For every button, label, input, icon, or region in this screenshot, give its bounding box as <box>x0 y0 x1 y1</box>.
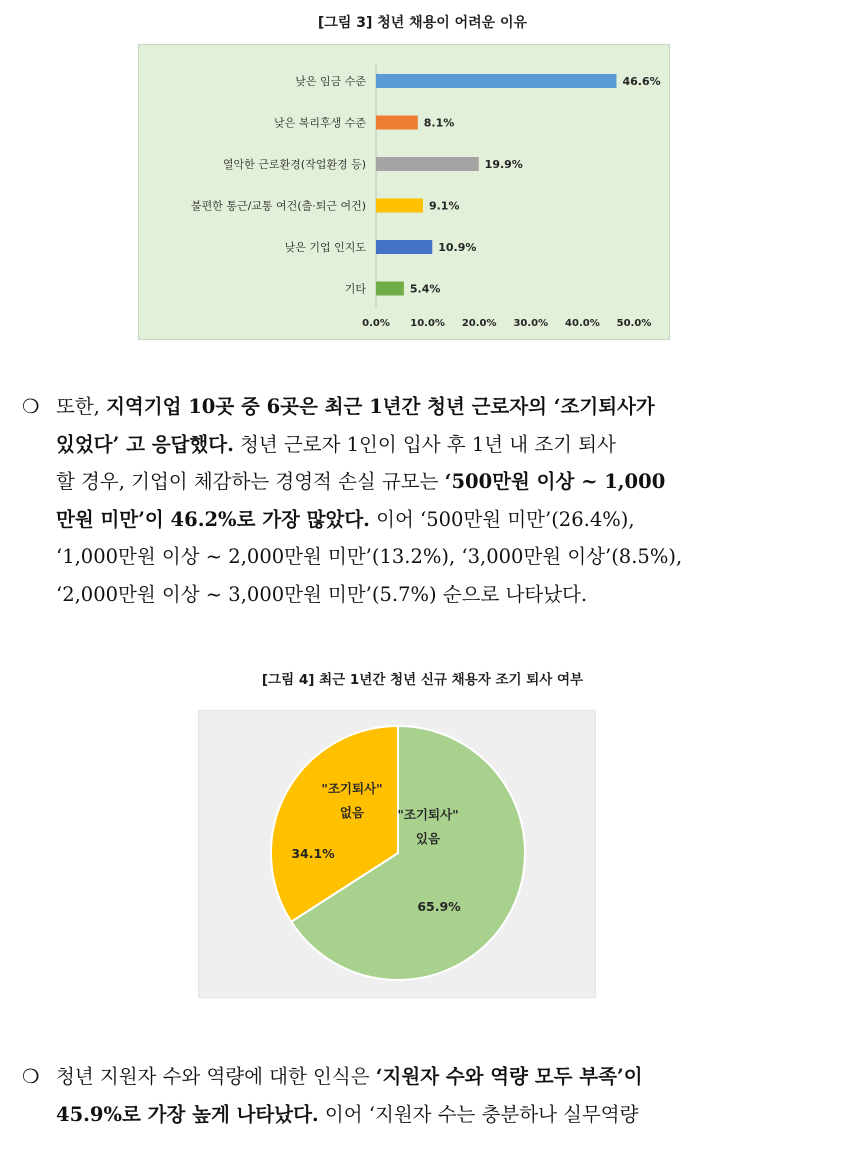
pie-value-label: 65.9% <box>417 899 461 914</box>
text: 청년 지원자 수와 역량에 대한 인식은 <box>56 1065 376 1088</box>
pie-label: "조기퇴사" <box>397 807 459 822</box>
paragraph-line <box>22 426 834 464</box>
x-tick-label: 10.0% <box>410 318 445 329</box>
figure-4-title: [그림 4] 최근 1년간 청년 신규 채용자 조기 퇴사 여부 <box>261 672 584 688</box>
bar-value-label: 10.9% <box>438 241 477 254</box>
bar <box>376 116 418 130</box>
bold-text: 있었다’ 고 응답했다. <box>56 432 234 456</box>
bar-category-label: 기타 <box>344 282 366 296</box>
paragraph-line <box>22 388 834 426</box>
bar <box>376 199 423 213</box>
line-text <box>56 538 682 576</box>
line-text <box>56 1058 643 1096</box>
paragraph-line <box>22 1096 834 1134</box>
pie-label: 없음 <box>339 805 365 820</box>
line-text <box>56 463 665 501</box>
line-text <box>56 1096 638 1134</box>
bar-category-label: 낮은 복리후생 수준 <box>273 116 366 130</box>
bar-category-label: 불편한 통근/교통 여건(출·퇴근 여건) <box>190 199 366 213</box>
bar-value-label: 19.9% <box>484 158 523 171</box>
x-tick-label: 20.0% <box>461 318 497 329</box>
bullet-icon: ❍ <box>22 1065 40 1088</box>
bar-chart-svg <box>139 45 669 339</box>
text: 할 경우, 기업이 체감하는 경영적 손실 규모는 <box>56 470 445 493</box>
paragraph-line <box>22 501 834 539</box>
bar-value-label: 8.1% <box>423 116 455 130</box>
bar-chart <box>138 44 670 340</box>
line-text <box>56 388 655 426</box>
x-tick-label: 40.0% <box>565 318 600 329</box>
text: 이어 ‘500만원 미만’(26.4%), <box>369 507 635 531</box>
bar <box>376 240 432 254</box>
text: 청년 근로자 1인이 입사 후 1년 내 조기 퇴사 <box>233 432 616 456</box>
bar-value-label: 5.4% <box>409 282 441 296</box>
bold-text: 만원 미만’이 46.2%로 가장 많았다. <box>56 507 370 531</box>
paragraph-line <box>22 463 834 501</box>
x-tick-label: 30.0% <box>513 318 549 329</box>
bold-text: ‘500만원 이상 ~ 1,000 <box>444 470 666 493</box>
line-text <box>56 501 635 539</box>
bar <box>376 74 616 88</box>
paragraph-applicant-perception <box>22 1058 834 1133</box>
line-text <box>56 426 616 464</box>
pie-chart-svg <box>199 711 595 997</box>
text: ‘1,000만원 이상 ~ 2,000만원 미만’(13.2%), ‘3,000만원 이상’(8.5%), <box>56 545 683 568</box>
bar-value-label: 46.6% <box>622 75 661 88</box>
pie-label: "조기퇴사" <box>321 781 383 796</box>
pie-value-label: 34.1% <box>291 846 335 861</box>
text: ‘2,000만원 이상 ~ 3,000만원 미만’(5.7%) 순으로 나타났다. <box>56 582 588 606</box>
bar <box>376 157 479 171</box>
paragraph-early-resignation <box>22 388 834 613</box>
bar-value-label: 9.1% <box>428 199 460 213</box>
figure-3-title: [그림 3] 청년 채용이 어려운 이유 <box>317 15 528 31</box>
bold-text: 45.9%로 가장 높게 나타났다. <box>56 1102 319 1126</box>
bar-category-label: 낮은 기업 인지도 <box>284 241 366 254</box>
x-tick-label: 0.0% <box>362 318 390 329</box>
paragraph-line <box>22 538 834 576</box>
bar-category-label: 낮은 임금 수준 <box>295 75 366 88</box>
bar-category-label: 열악한 근로환경(작업환경 등) <box>222 158 366 171</box>
pie-label: 있음 <box>415 831 441 846</box>
paragraph-line <box>22 1058 834 1096</box>
bullet-icon: ❍ <box>22 395 40 418</box>
x-tick-label: 50.0% <box>616 318 652 329</box>
paragraph-line <box>22 576 834 614</box>
line-text <box>56 576 587 614</box>
bar <box>376 282 404 296</box>
text: 또한, <box>56 395 107 418</box>
text: 이어 ‘지원자 수는 충분하나 실무역량 <box>318 1102 639 1126</box>
bold-text: ‘지원자 수와 역량 모두 부족’이 <box>375 1065 643 1088</box>
bold-text: 지역기업 10곳 중 6곳은 최근 1년간 청년 근로자의 ‘조기퇴사가 <box>106 395 655 418</box>
pie-chart <box>198 710 596 998</box>
